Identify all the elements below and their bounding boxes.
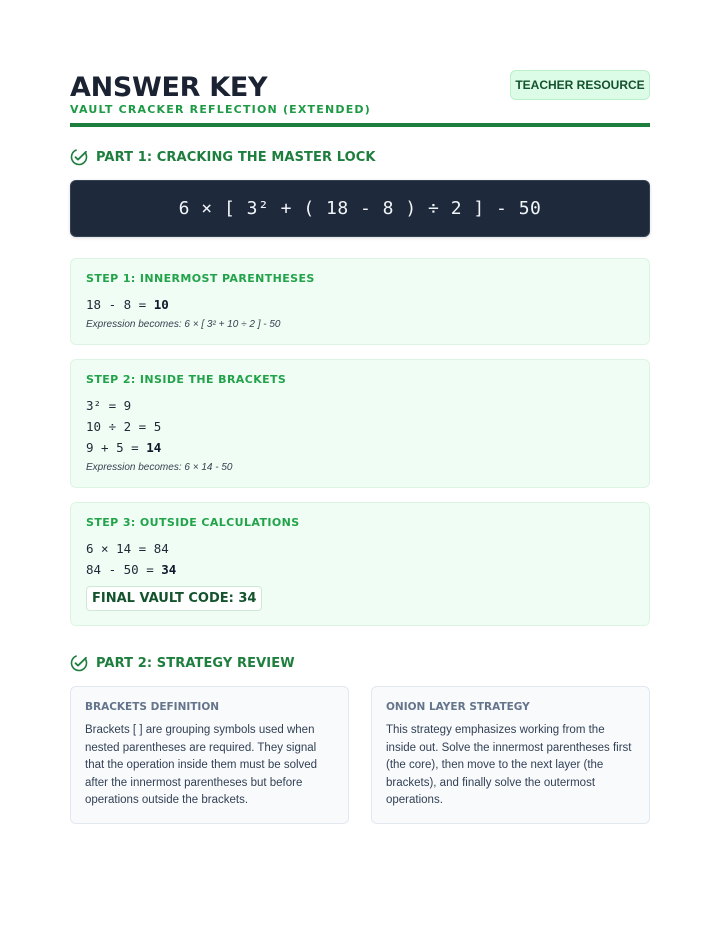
onion-layer-strategy-card [371, 686, 650, 824]
step-line-result: 10 [153, 297, 169, 312]
step-1-title: STEP 1: INNERMOST PARENTHESES [86, 272, 315, 285]
header-divider [70, 123, 650, 127]
step-1-line-1 [86, 294, 634, 315]
step-3-line-1 [86, 538, 634, 559]
brackets-definition-card [70, 686, 349, 824]
step-line-result: 14 [146, 440, 162, 455]
check-circle-icon [70, 148, 88, 166]
step-line-result: 34 [161, 562, 177, 577]
step-line-expr: 9 + 5 = [86, 440, 147, 455]
step-3-card [70, 502, 650, 626]
final-vault-code: FINAL VAULT CODE: 34 [86, 586, 262, 611]
step-line-expr: 84 - 50 = [86, 562, 162, 577]
step-3-line-2 [86, 559, 634, 580]
step-line-expr: 3² = 9 [86, 398, 132, 413]
step-1-card [70, 258, 650, 345]
part1-heading-label: PART 1: CRACKING THE MASTER LOCK [96, 149, 376, 165]
step-2-line-3 [86, 437, 634, 458]
page-title: ANSWER KEY [70, 72, 268, 103]
master-lock-equation: 6 × [ 3² + ( 18 - 8 ) ÷ 2 ] - 50 [70, 180, 650, 237]
step-line-expr: 10 ÷ 2 = 5 [86, 419, 162, 434]
card-title: BRACKETS DEFINITION [85, 701, 220, 713]
step-2-line-1 [86, 395, 634, 416]
part2-heading-label: PART 2: STRATEGY REVIEW [96, 655, 295, 671]
step-1-note: Expression becomes: 6 × [ 3² + 10 ÷ 2 ] - 50 [86, 319, 281, 330]
step-2-line-2 [86, 416, 634, 437]
part2-heading [70, 654, 295, 672]
card-body: This strategy emphasizes working from the inside out. Solve the innermost parentheses first (the core), then move to the next layer (the brackets), and finally solve the outermost operations. [386, 724, 632, 806]
page-subtitle: VAULT CRACKER REFLECTION (EXTENDED) [70, 103, 371, 116]
check-circle-icon [70, 654, 88, 672]
step-line-expr: 6 × 14 = 84 [86, 541, 169, 556]
step-2-card [70, 359, 650, 488]
step-2-note: Expression becomes: 6 × 14 - 50 [86, 462, 233, 473]
step-line-expr: 18 - 8 = [86, 297, 154, 312]
card-body: Brackets [ ] are grouping symbols used when nested parentheses are required. They signal that the operation inside them must be solved after the innermost parentheses but before operations outside the brackets. [85, 724, 318, 806]
part1-heading [70, 148, 376, 166]
step-2-title: STEP 2: INSIDE THE BRACKETS [86, 373, 287, 386]
card-title: ONION LAYER STRATEGY [386, 701, 530, 713]
step-3-title: STEP 3: OUTSIDE CALCULATIONS [86, 516, 300, 529]
teacher-resource-badge: TEACHER RESOURCE [510, 70, 650, 100]
